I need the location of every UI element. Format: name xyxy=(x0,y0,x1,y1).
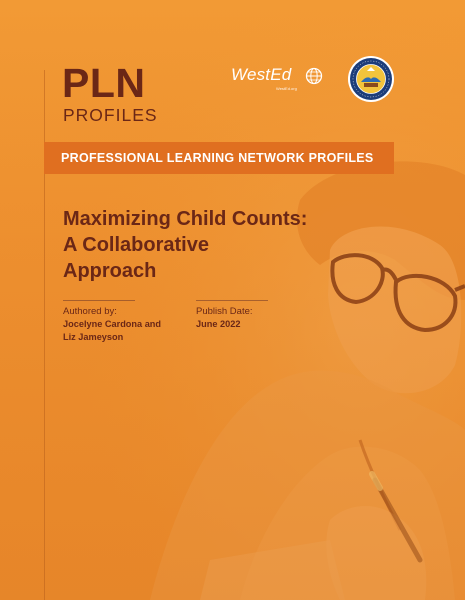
report-title xyxy=(63,206,363,284)
wested-logo: WestEd xyxy=(231,65,292,84)
wested-url: WestEd.org xyxy=(276,86,297,91)
series-banner-text: PROFESSIONAL LEARNING NETWORK PROFILES xyxy=(61,151,374,165)
california-department-of-education-seal-icon xyxy=(347,55,395,103)
publish-rule xyxy=(196,300,268,301)
author-rule xyxy=(63,300,135,301)
authored-by-label: Authored by: xyxy=(63,306,117,317)
publish-date-label: Publish Date: xyxy=(196,306,253,317)
profiles-logo-text: PROFILES xyxy=(63,105,158,125)
series-banner xyxy=(44,142,394,174)
author-name-line-2: Liz Jameyson xyxy=(63,332,124,342)
author-name-line-1: Jocelyne Cardona and xyxy=(63,319,162,329)
globe-icon xyxy=(305,67,323,85)
title-line-2: A Collaborative xyxy=(63,234,209,256)
title-line-3: Approach xyxy=(63,260,157,282)
pln-logo-text: PLN xyxy=(62,60,146,106)
publish-date-value: June 2022 xyxy=(196,319,241,329)
title-line-1: Maximizing Child Counts: xyxy=(63,208,308,230)
